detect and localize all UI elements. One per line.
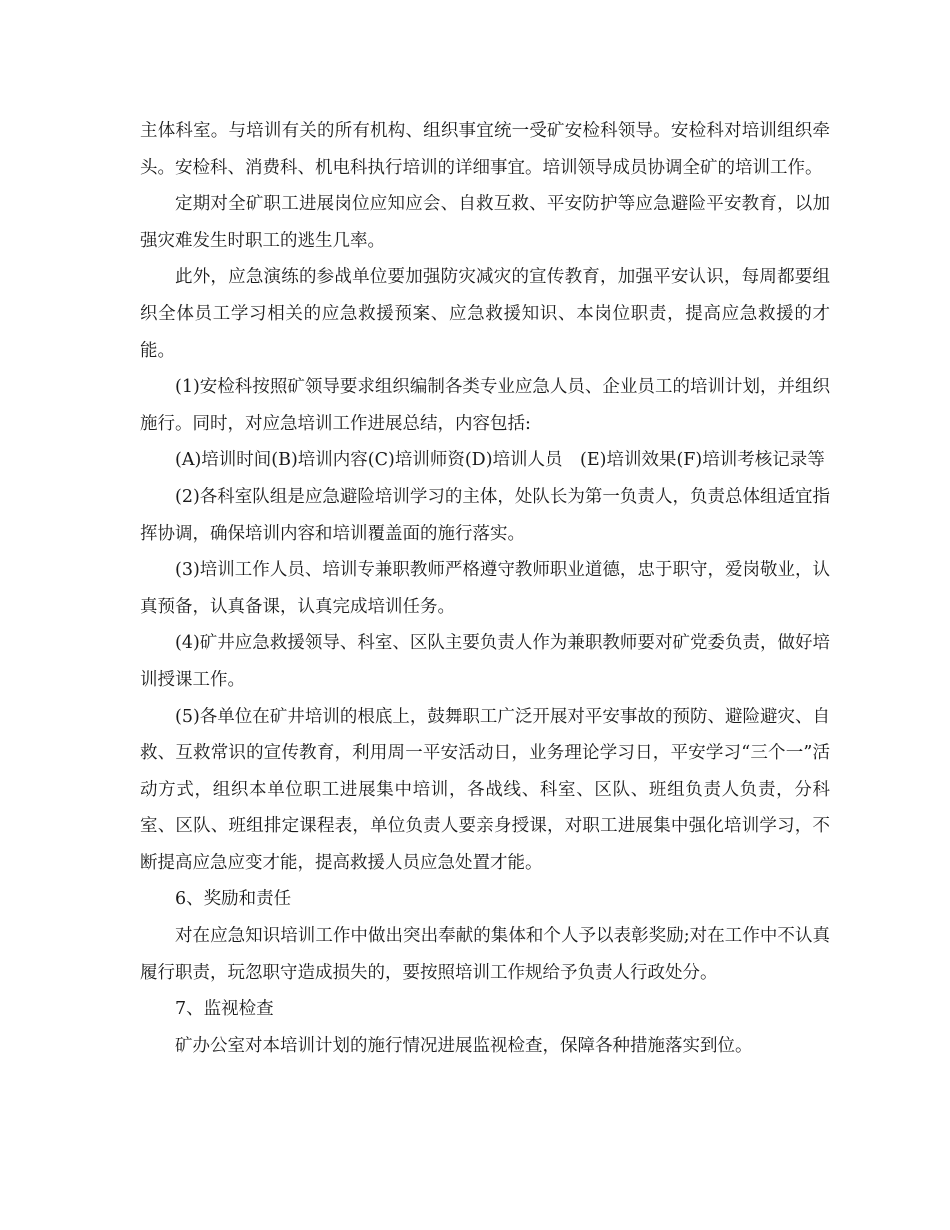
section-heading-supervision: 7、监视检查 [175, 999, 274, 1020]
paragraph-safety-education: 定期对全矿职工进展岗位应知应会、自救互救、平安防护等应急避险平安教育，以加强灾难发生时职工的逃生几率。 [140, 194, 830, 251]
paragraph-rewards: 对在应急知识培训工作中做出突出奉献的集体和个人予以表彰奖励;对在工作中不认真履行职责，玩忽职守造成损失的，要按照培训工作规给予负责人行政处分。 [140, 926, 830, 983]
paragraph-item-3: (3)培训工作人员、培训专兼职教师严格遵守教师职业道德，忠于职守，爱岗敬业，认真预备，认真备课，认真完成培训任务。 [140, 560, 830, 617]
paragraph-continuation: 主体科室。与培训有关的所有机构、组织事宜统一受矿安检科领导。安检科对培训组织牵头。安检科、消费科、机电科执行培训的详细事宜。培训领导成员协调全矿的培训工作。 [140, 121, 830, 178]
paragraph-item-5: (5)各单位在矿井培训的根底上，鼓舞职工广泛开展对平安事故的预防、避险避灾、自救、互救常识的宣传教育，利用周一平安活动日，业务理论学习日，平安学习“三个一”活动方式，组织本单位职工进展集中培训，各战线、科室、区队、班组负责人负责，分科室、区队、班组排定课程表，单位负责人要亲身授课，对职工进展集中强化培训学习，不断提高应急应变才能，提高救援人员应急处置才能。 [140, 706, 830, 873]
document-body [140, 113, 830, 1064]
paragraph-drill-units: 此外，应急演练的参战单位要加强防灾减灾的宣传教育，加强平安认识，每周都要组织全体员工学习相关的应急救援预案、应急救援知识、本岗位职责，提高应急救援的才能。 [140, 267, 830, 361]
section-heading-rewards: 6、奖励和责任 [175, 889, 292, 910]
paragraph-item-2: (2)各科室队组是应急避险培训学习的主体，处队长为第一负责人，负责总体组适宜指挥协调，确保培训内容和培训覆盖面的施行落实。 [140, 486, 830, 544]
paragraph-summary-contents: (A)培训时间(B)培训内容(C)培训师资(D)培训人员 (E)培训效果(F)培训考核记录等 [175, 450, 825, 471]
paragraph-item-4: (4)矿井应急救援领导、科室、区队主要负责人作为兼职教师要对矿党委负责，做好培训授课工作。 [140, 633, 830, 690]
paragraph-item-1: (1)安检科按照矿领导要求组织编制各类专业应急人员、企业员工的培训计划，并组织施行。同时，对应急培训工作进展总结，内容包括: [140, 377, 830, 434]
paragraph-supervision: 矿办公室对本培训计划的施行情况进展监视检查，保障各种措施落实到位。 [175, 1035, 753, 1056]
